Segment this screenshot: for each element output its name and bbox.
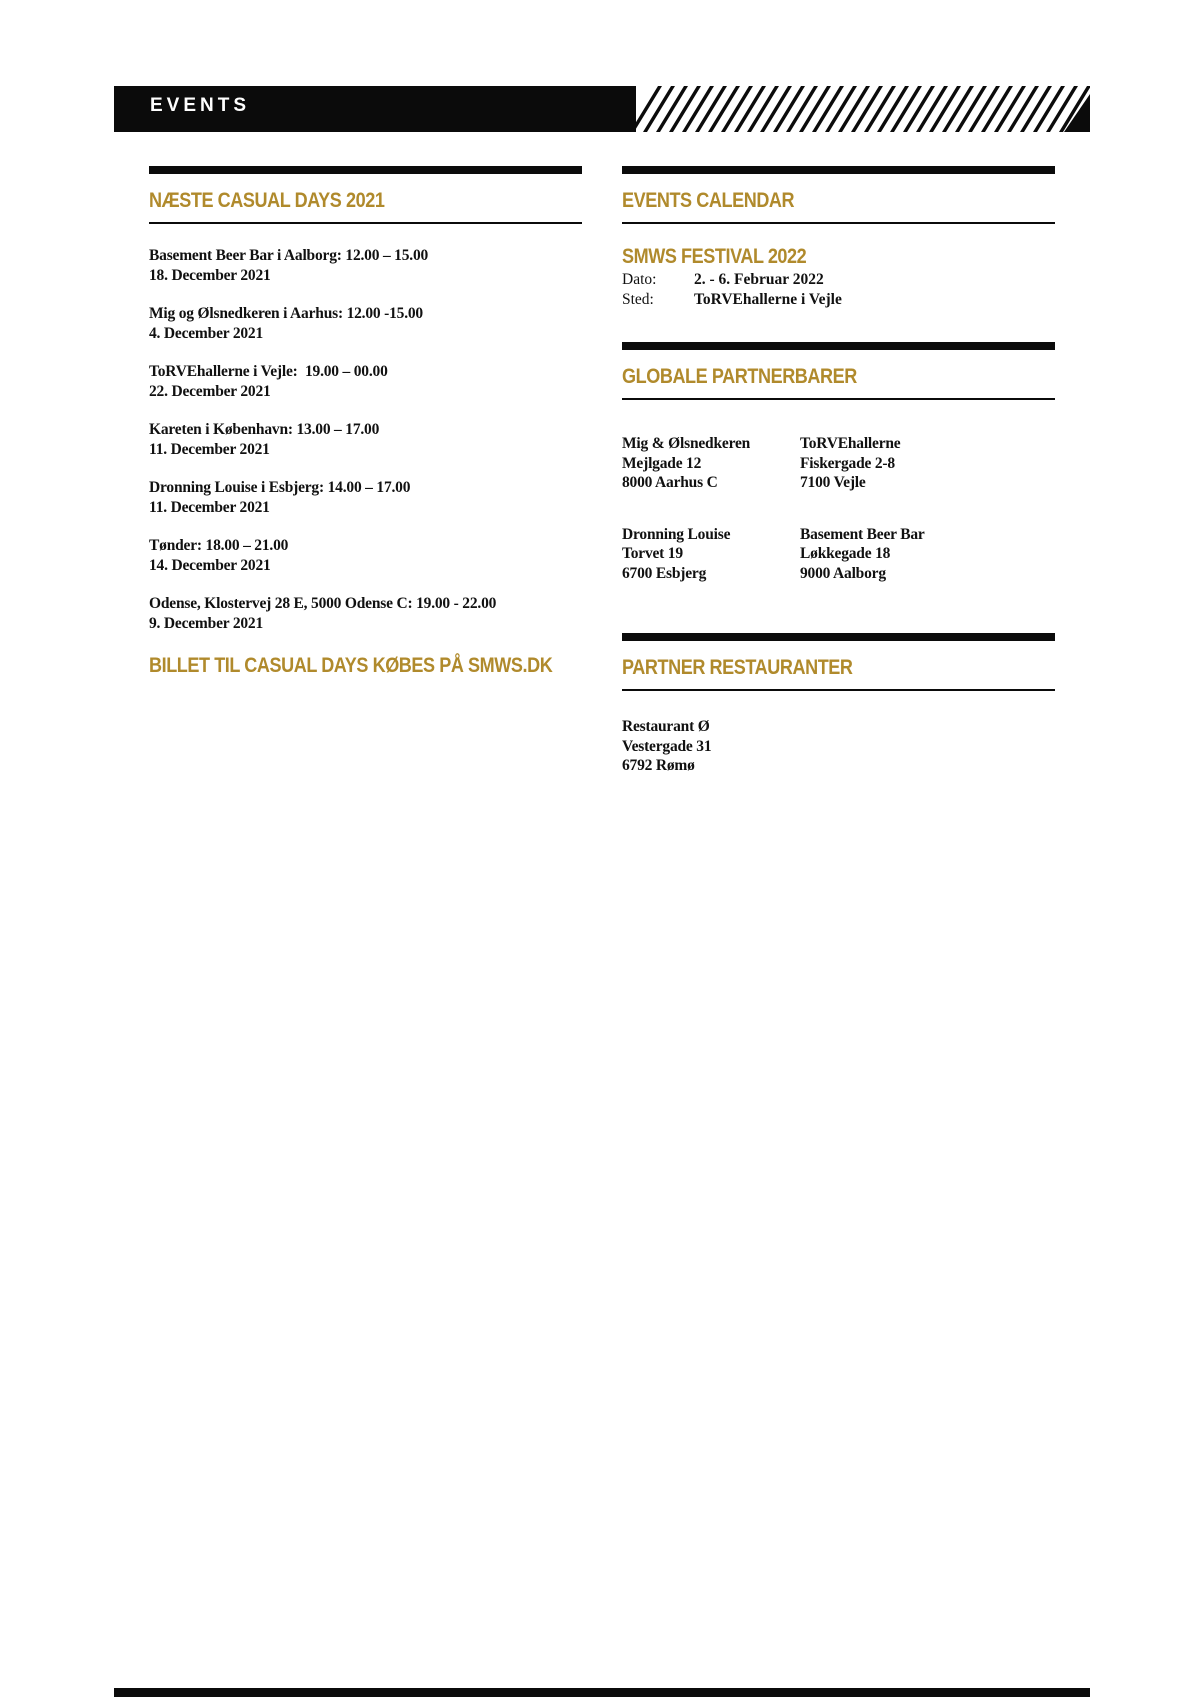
festival-place-row [622, 290, 1055, 310]
partner-bar [800, 434, 1000, 493]
list-item [149, 420, 582, 459]
casual-days-column [149, 166, 582, 679]
footer-rule [114, 1688, 1090, 1697]
events-banner [114, 86, 1090, 132]
partner-restaurants-heading-block [622, 633, 1055, 691]
list-item [149, 362, 582, 401]
event-location-time: Mig og Ølsnedkeren i Aarhus: 12.00 -15.00 [149, 305, 423, 322]
event-location-time: Odense, Klostervej 28 E, 5000 Odense C: 19.00 - 22.00 [149, 595, 497, 612]
place-value: ToRVEhallerne i Vejle [694, 290, 842, 308]
partner-bar [800, 525, 1000, 584]
heading-rule-bottom [149, 222, 582, 224]
bar-street: Mejlgade 12 [622, 454, 702, 472]
event-location-time: ToRVEhallerne i Vejle: 19.00 – 00.00 [149, 363, 388, 380]
bar-city: 7100 Vejle [800, 474, 866, 491]
heading-rule-top [622, 166, 1055, 174]
list-item [149, 246, 582, 285]
event-date: 14. December 2021 [149, 556, 271, 574]
bar-street: Torvet 19 [622, 545, 683, 562]
event-date: 11. December 2021 [149, 498, 270, 516]
events-calendar-heading: EVENTS CALENDAR [622, 189, 795, 212]
banner-wedge [600, 86, 636, 132]
list-item [149, 304, 582, 343]
list-item [149, 594, 582, 633]
partner-restaurant [622, 717, 1055, 776]
ticket-cta: BILLET TIL CASUAL DAYS KØBES PÅ SMWS.DK [149, 654, 553, 677]
list-item [149, 536, 582, 575]
restaurant-name: Restaurant Ø [622, 718, 710, 735]
event-date: 11. December 2021 [149, 440, 270, 458]
bar-name: Basement Beer Bar [800, 525, 925, 543]
bar-name: Dronning Louise [622, 525, 731, 543]
bar-name: Mig & Ølsnedkeren [622, 435, 751, 452]
heading-rule-bottom [622, 398, 1055, 400]
partner-bars-grid [622, 434, 1055, 583]
partner-bar [622, 434, 800, 493]
place-label: Sted: [622, 290, 654, 308]
bar-street: Løkkegade 18 [800, 545, 891, 562]
heading-rule-bottom [622, 689, 1055, 691]
bar-city: 8000 Aarhus C [622, 474, 718, 491]
event-location-time: Dronning Louise i Esbjerg: 14.00 – 17.00 [149, 479, 411, 496]
event-location-time: Tønder: 18.00 – 21.00 [149, 537, 289, 554]
event-date: 18. December 2021 [149, 266, 271, 284]
festival-date-row [622, 270, 1055, 290]
event-date: 22. December 2021 [149, 382, 271, 400]
festival-title: SMWS FESTIVAL 2022 [622, 245, 807, 268]
heading-rule-top [622, 633, 1055, 641]
event-location-time: Kareten i København: 13.00 – 17.00 [149, 421, 380, 438]
heading-rule-top [149, 166, 582, 174]
casual-days-list [149, 246, 582, 633]
event-location-time: Basement Beer Bar i Aalborg: 12.00 – 15.00 [149, 247, 429, 264]
event-date: 9. December 2021 [149, 614, 264, 632]
festival-block [622, 244, 1055, 309]
calendar-column [622, 166, 1055, 776]
banner-stripes [600, 86, 1090, 132]
date-value: 2. - 6. Februar 2022 [694, 271, 824, 288]
partner-restaurants-heading: PARTNER RESTAURANTER [622, 656, 853, 679]
list-item [149, 478, 582, 517]
banner-title: EVENTS [150, 95, 251, 116]
event-date: 4. December 2021 [149, 324, 264, 342]
heading-rule-bottom [622, 222, 1055, 224]
partner-bar [622, 525, 800, 584]
restaurant-street: Vestergade 31 [622, 737, 712, 755]
restaurant-city: 6792 Rømø [622, 757, 695, 774]
events-calendar-heading-block [622, 166, 1055, 224]
partner-bars-heading-block [622, 342, 1055, 400]
bar-city: 9000 Aalborg [800, 564, 886, 582]
date-label: Dato: [622, 271, 657, 288]
partner-bars-heading: GLOBALE PARTNERBARER [622, 365, 857, 388]
casual-days-heading-block [149, 166, 582, 224]
casual-days-heading: NÆSTE CASUAL DAYS 2021 [149, 189, 385, 212]
bar-name: ToRVEhallerne [800, 435, 901, 452]
bar-street: Fiskergade 2-8 [800, 454, 895, 472]
heading-rule-top [622, 342, 1055, 350]
bar-city: 6700 Esbjerg [622, 564, 707, 582]
